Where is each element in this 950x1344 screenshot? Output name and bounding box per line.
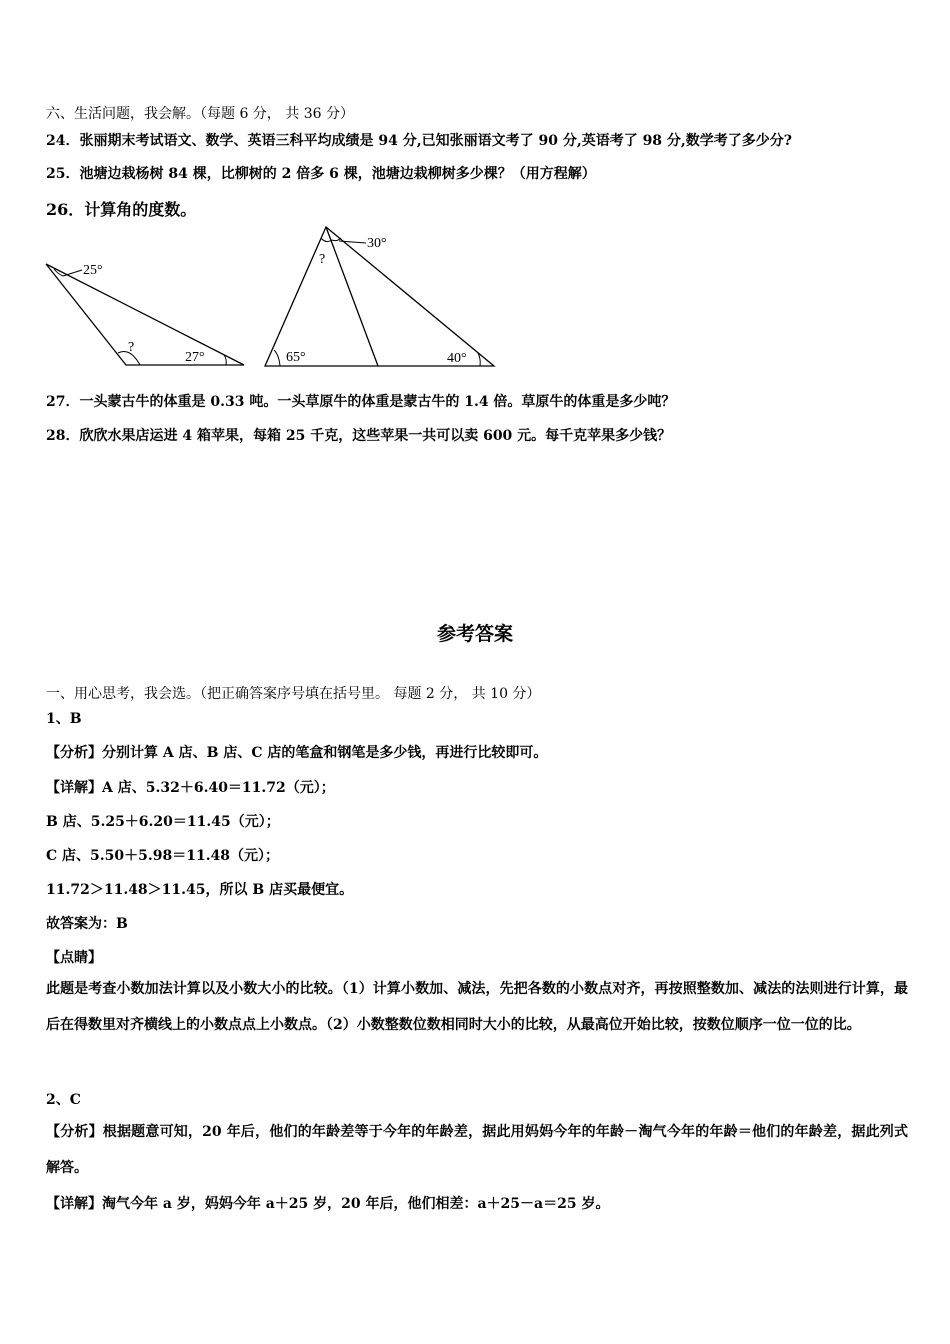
- angle-label-top: 25°: [83, 263, 103, 278]
- answer-1-label: 1、B: [46, 711, 82, 727]
- answer-2-detail: 【详解】淘气今年 a 岁，妈妈今年 a＋25 岁，20 年后，他们相差：a＋25－a＝25 岁。: [46, 1196, 610, 1212]
- section1-header: 一、用心思考，我会选。（把正确答案序号填在括号里。 每题 2 分， 共 10 分）: [46, 686, 541, 702]
- unknown-angle-label: ?: [319, 252, 326, 267]
- answer-1-detail-a: 【详解】A 店、5.32＋6.40＝11.72（元）；: [46, 780, 335, 796]
- question-25: 25．池塘边栽杨树 84 棵，比柳树的 2 倍多 6 棵，池塘边栽柳树多少棵？（用方程解）: [46, 166, 596, 182]
- answer-1-detail-b: B 店、5.25＋6.20＝11.45（元）；: [46, 814, 280, 830]
- label-leader: [63, 270, 82, 276]
- triangle-figure-right: [262, 222, 498, 370]
- section6-header: 六、生活问题，我会解。（每题 6 分， 共 36 分）: [46, 106, 354, 122]
- label-leader-30: [339, 241, 366, 243]
- answer-1-analysis: 【分析】分别计算 A 店、B 店、C 店的笔盒和钢笔是多少钱，再进行比较即可。: [46, 745, 548, 761]
- answer-1-comment: 此题是考查小数加法计算以及小数大小的比较。（1）计算小数加、减法，先把各数的小数点对齐，再按照整数加、减法的法则进行计算，最后在得数里对齐横线上的小数点点上小数点。（2）小数整数位数相同时大小的比较，从最高位开始比较，按数位顺序一位一位的比。: [46, 981, 908, 1033]
- unknown-angle-label: ?: [128, 340, 135, 355]
- triangle-figure-left: [40, 255, 250, 373]
- angle-label-40: 40°: [447, 351, 467, 366]
- answer-2-analysis: 【分析】根据题意可知，20 年后，他们的年龄差等于今年的年龄差，据此用妈妈今年的年龄－淘气今年的年龄＝他们的年龄差，据此列式解答。: [46, 1124, 908, 1176]
- answer-1-detail-c: C 店、5.50＋5.98＝11.48（元）；: [46, 848, 280, 864]
- angle-label-65: 65°: [286, 350, 306, 365]
- answer-2-label: 2、C: [46, 1092, 81, 1108]
- angle-label-right: 27°: [185, 350, 205, 365]
- question-24: 24．张丽期末考试语文、数学、英语三科平均成绩是 94 分,已知张丽语文考了 90 分,英语考了 98 分,数学考了多少分?: [46, 133, 792, 149]
- angle-arc-65: [274, 350, 280, 366]
- question-28: 28．欣欣水果店运进 4 箱苹果，每箱 25 千克，这些苹果一共可以卖 600 元。每千克苹果多少钱？: [46, 428, 672, 444]
- question-27: 27．一头蒙古牛的体重是 0.33 吨。一头草原牛的体重是蒙古牛的 1.4 倍。草原牛的体重是多少吨？: [46, 394, 676, 410]
- answer-1-conclusion: 故答案为：B: [46, 916, 128, 932]
- answers-title: 参考答案: [436, 623, 513, 645]
- angle-label-30: 30°: [367, 236, 387, 251]
- question-26: 26．计算角的度数。: [46, 200, 197, 219]
- answer-1-comment-header: 【点睛】: [46, 950, 102, 966]
- answer-1-comparison: 11.72＞11.48＞11.45，所以 B 店买最便宜。: [46, 882, 354, 898]
- triangle-left-shape: [46, 264, 244, 365]
